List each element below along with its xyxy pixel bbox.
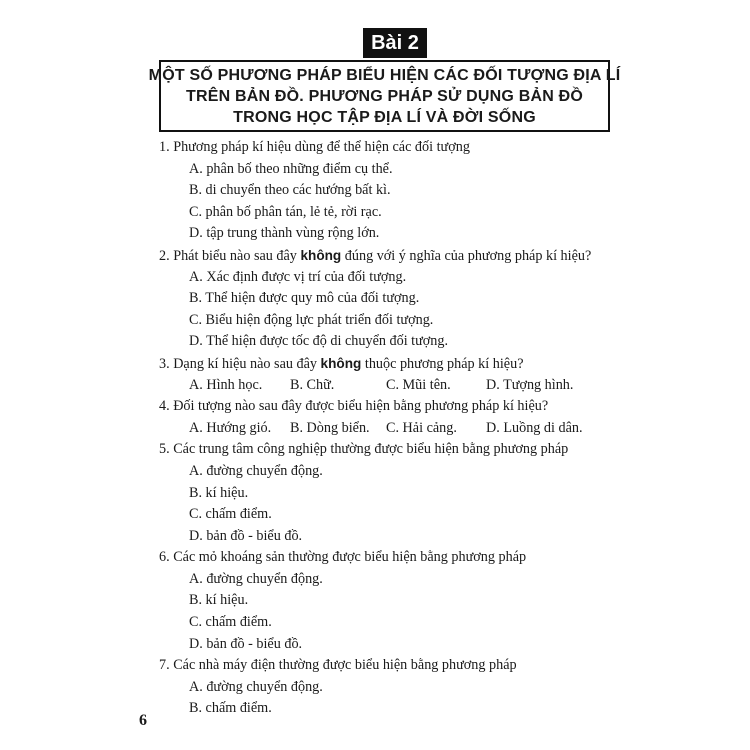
answer-option: A. đường chuyển động. — [189, 678, 323, 695]
question-stem: 6. Các mỏ khoáng sản thường được biểu hiện bằng phương pháp — [159, 549, 527, 566]
answer-option: B. chấm điểm. — [189, 700, 272, 717]
negation-keyword: không — [300, 247, 342, 263]
answer-option: C. phân bố phân tán, lẻ tẻ, rời rạc. — [189, 203, 382, 220]
answer-option: D. bản đồ - biểu đồ. — [189, 635, 303, 652]
answer-option: C. Mũi tên. — [386, 376, 451, 393]
page-number: 6 — [139, 712, 147, 729]
answer-option: C. Hải cảng. — [386, 419, 457, 436]
lesson-label: Bài 2 — [363, 28, 427, 58]
answer-option: B. di chuyển theo các hướng bất kì. — [189, 182, 391, 199]
lesson-title-line: TRÊN BẢN ĐỒ. PHƯƠNG PHÁP SỬ DỤNG BẢN ĐỒ — [185, 87, 584, 105]
answer-option: B. Dòng biển. — [290, 419, 370, 436]
question-list — [159, 137, 629, 720]
answer-option: A. đường chuyển động. — [189, 462, 323, 479]
question-stem — [159, 245, 629, 267]
answer-option: A. Xác định được vị trí của đối tượng. — [189, 268, 407, 285]
question-stem-text: đúng với ý nghĩa của phương pháp kí hiệu? — [341, 247, 592, 264]
answer-option-row — [159, 375, 629, 397]
answer-option: C. chấm điểm. — [189, 614, 272, 631]
answer-option: B. kí hiệu. — [189, 592, 249, 609]
answer-option: A. Hướng gió. — [189, 419, 272, 436]
question-stem-text: 2. Phát biểu nào sau đây — [159, 247, 301, 264]
answer-option: A. đường chuyển động. — [189, 570, 323, 587]
answer-option: D. bản đồ - biểu đồ. — [189, 527, 303, 544]
answer-option: B. Chữ. — [290, 376, 335, 393]
question-stem-text: thuộc phương pháp kí hiệu? — [361, 355, 524, 372]
question-stem: 4. Đối tượng nào sau đây được biểu hiện bằng phương pháp kí hiệu? — [159, 398, 549, 415]
lesson-title-line: MỘT SỐ PHƯƠNG PHÁP BIỂU HIỆN CÁC ĐỐI TƯỢNG ĐỊA LÍ — [148, 66, 621, 84]
answer-option: C. chấm điểm. — [189, 506, 272, 523]
answer-option: D. Tượng hình. — [486, 376, 574, 393]
answer-option: D. tập trung thành vùng rộng lớn. — [189, 225, 380, 242]
answer-option: C. Biểu hiện động lực phát triển đối tượng. — [189, 311, 434, 328]
question-stem: 5. Các trung tâm công nghiệp thường được biểu hiện bằng phương pháp — [159, 441, 569, 458]
answer-option: A. Hình học. — [189, 376, 263, 393]
question-stem: 7. Các nhà máy điện thường được biểu hiện bằng phương pháp — [159, 657, 517, 674]
answer-option-row — [159, 418, 629, 440]
lesson-title-box — [148, 60, 621, 132]
answer-option: D. Luồng di dân. — [486, 419, 583, 436]
question-stem — [159, 353, 629, 375]
answer-option: B. Thể hiện được quy mô của đối tượng. — [189, 290, 420, 307]
answer-option: B. kí hiệu. — [189, 484, 249, 501]
lesson-title-line: TRONG HỌC TẬP ĐỊA LÍ VÀ ĐỜI SỐNG — [233, 108, 536, 126]
question-stem: 1. Phương pháp kí hiệu dùng để thể hiện các đối tượng — [159, 139, 470, 155]
question-stem-text: 3. Dạng kí hiệu nào sau đây — [159, 355, 321, 372]
negation-keyword: không — [320, 355, 362, 371]
answer-option: A. phân bố theo những điểm cụ thể. — [189, 160, 393, 177]
answer-option: D. Thể hiện được tốc độ di chuyển đối tượng. — [189, 333, 449, 350]
